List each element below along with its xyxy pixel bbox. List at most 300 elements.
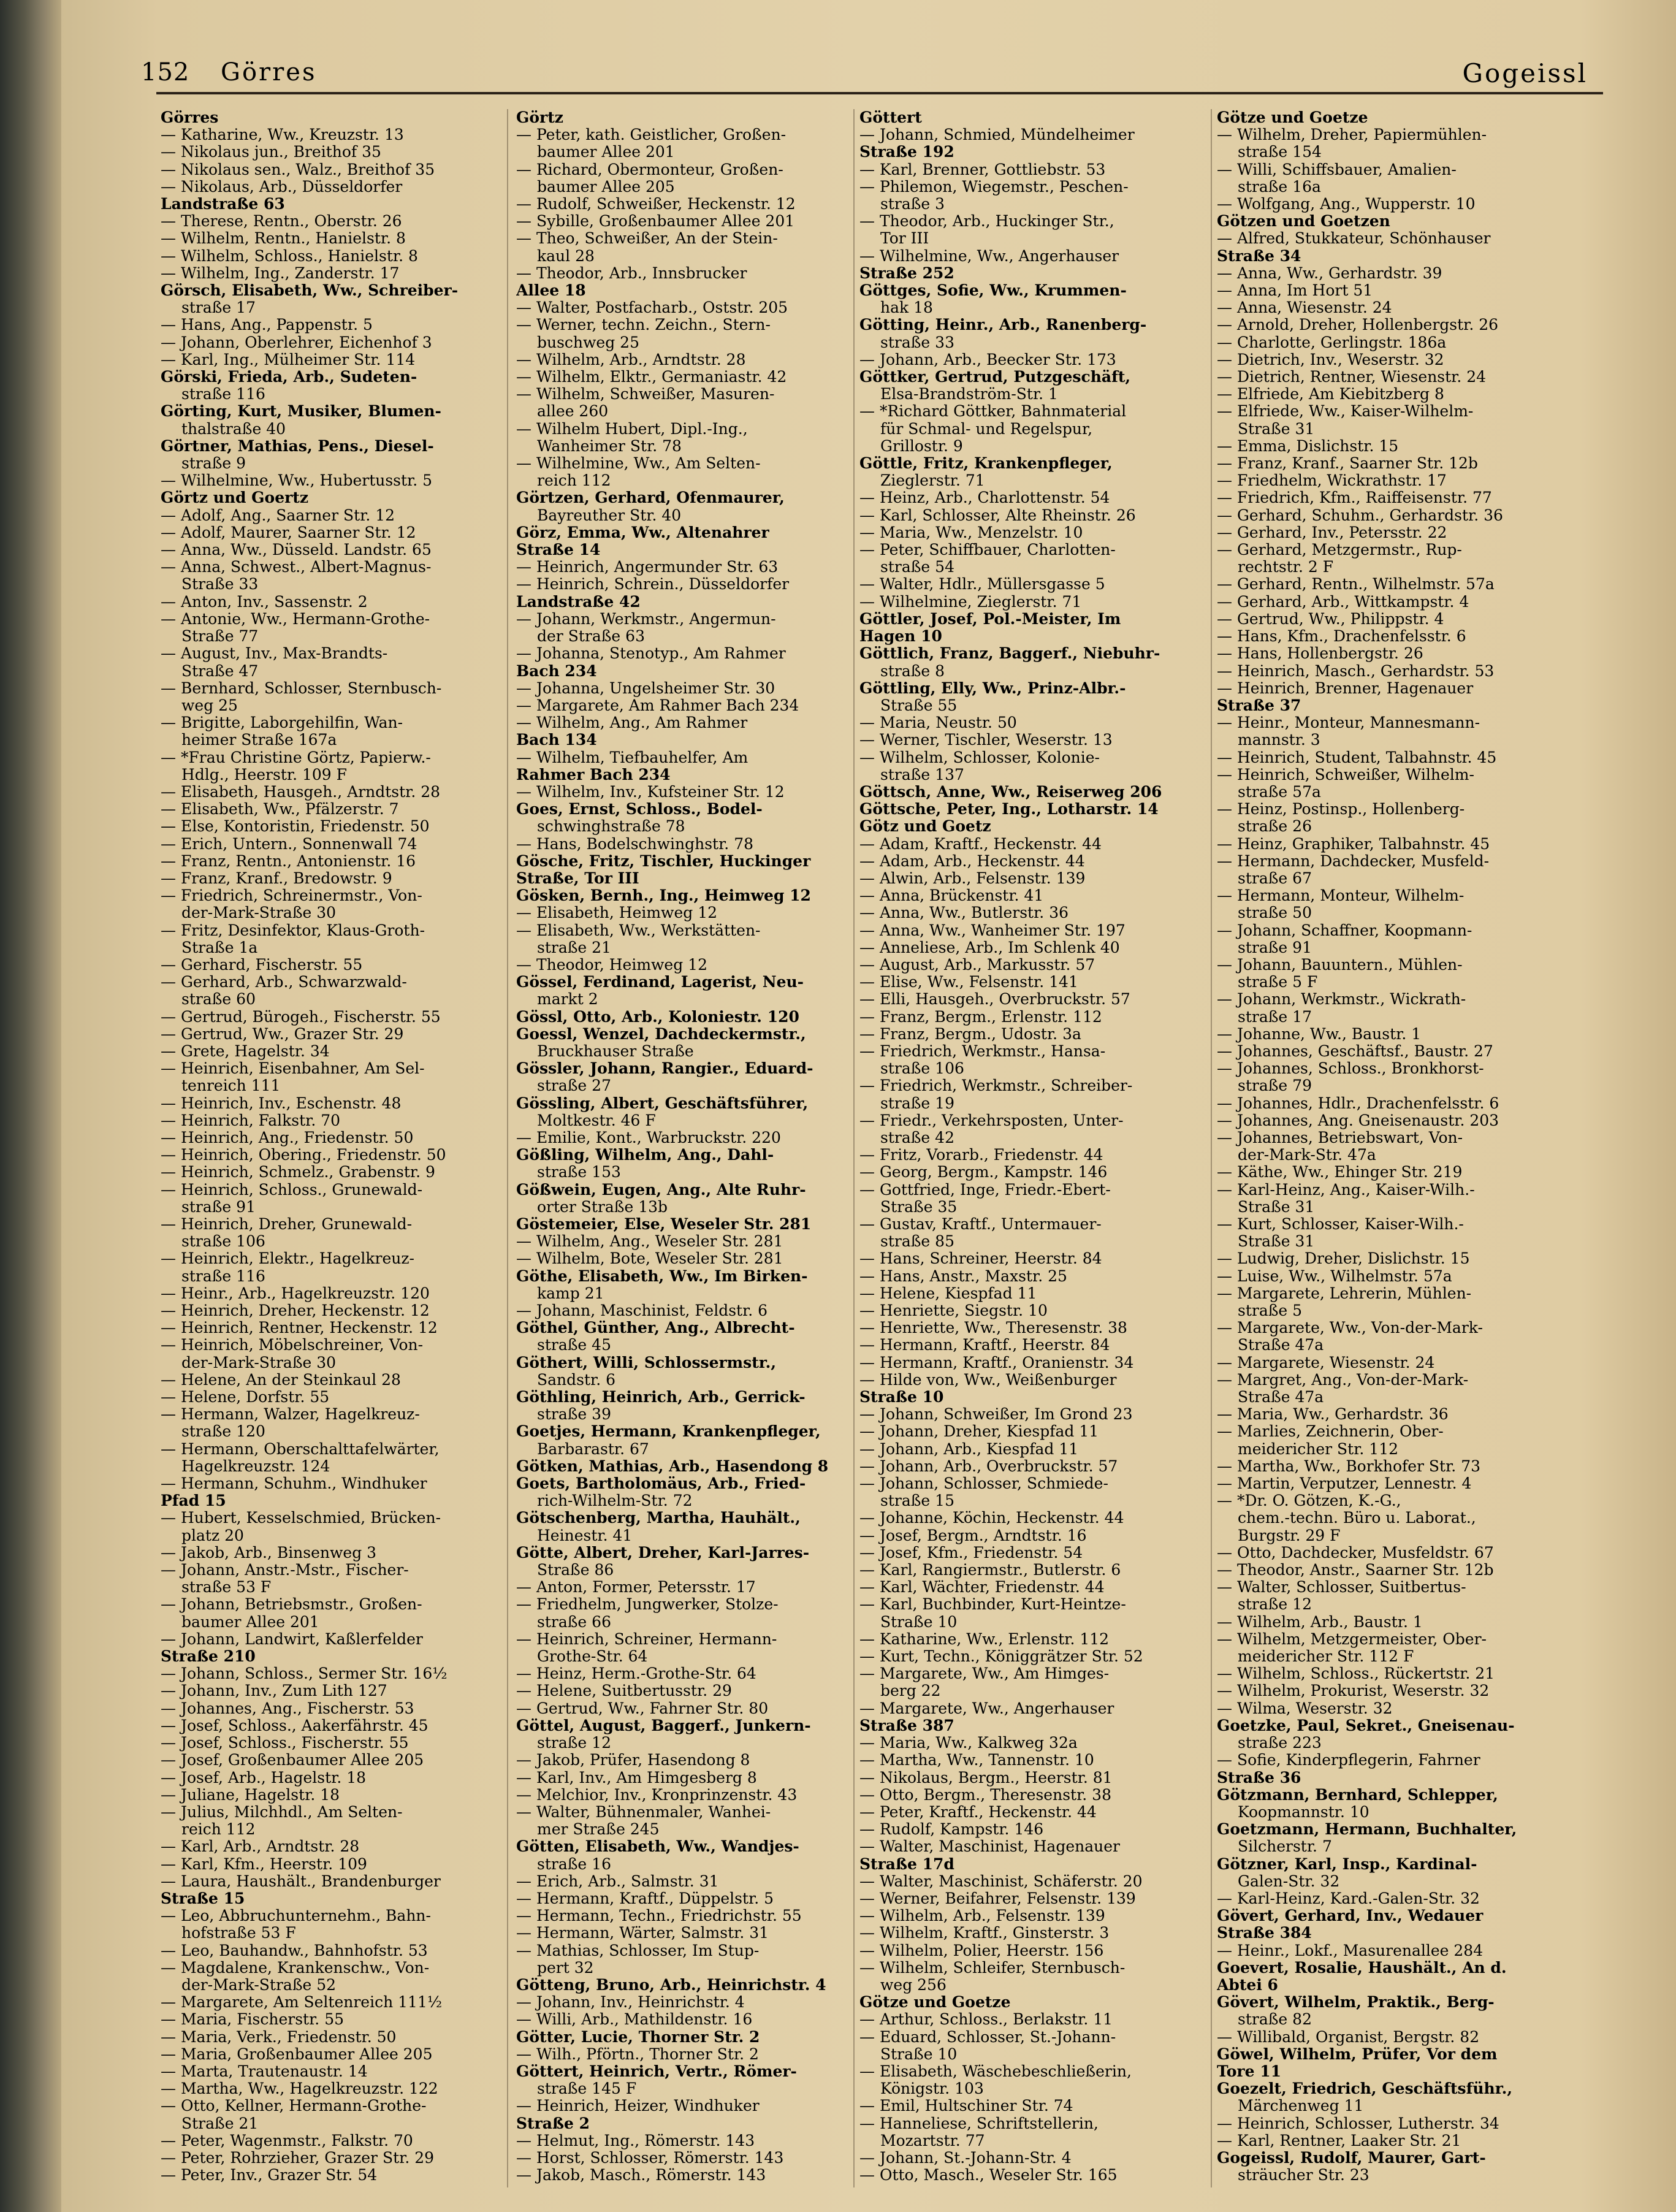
directory-entry: — Wilhelmine, Ww., Angerhauser [859,247,1119,265]
directory-entry: — Margarete, Wiesenstr. 24 [1217,1354,1435,1371]
directory-entry: — Hermann, Schuhm., Windhuker [161,1475,427,1493]
directory-entry: — Franz, Rentn., Antonienstr. 16 [161,852,416,870]
directory-entry: — Hans, Ang., Pappenstr. 5 [161,316,373,334]
directory-entry: — Maria, Fischerstr. 55 [161,2011,344,2029]
directory-entry: — Johann, Landwirt, Kaßlerfelder [161,1630,423,1648]
directory-entry: — Georg, Bergm., Kampstr. 146 [859,1164,1108,1181]
directory-entry: straße 54 [880,559,954,576]
directory-entry: — Theodor, Heimweg 12 [516,956,707,974]
directory-entry: hak 18 [880,299,933,317]
directory-entry: — Theodor, Arb., Huckinger Str., [859,213,1114,231]
directory-entry: Görting, Kurt, Musiker, Blumen- [161,403,441,421]
directory-entry: — Walter, Maschinist, Hagenauer [859,1838,1120,1856]
directory-entry: — Heinrich, Schlosser, Lutherstr. 34 [1217,2115,1499,2132]
directory-entry: Bayreuther Str. 40 [537,506,682,524]
directory-entry: — Heinz, Graphiker, Talbahnstr. 45 [1217,835,1490,853]
directory-entry: — Gerhard, Metzgermstr., Rup- [1217,541,1462,559]
directory-entry: Sandstr. 6 [537,1371,616,1389]
directory-entry: Görsch, Elisabeth, Ww., Schreiber- [161,282,459,300]
directory-entry: Landstraße 42 [516,593,641,611]
directory-entry: Göttges, Sofie, Ww., Krummen- [859,282,1127,300]
directory-entry: — Johann, Inv., Zum Lith 127 [161,1682,387,1700]
directory-entry: — Gertrud, Ww., Fahrner Str. 80 [516,1699,769,1717]
directory-entry: — Wilhelm, Dreher, Papiermühlen- [1217,126,1487,144]
directory-entry: — Kurt, Schlosser, Kaiser-Wilh.- [1217,1216,1464,1233]
directory-entry: — Karl, Wächter, Friedenstr. 44 [859,1579,1105,1596]
directory-entry: — Adolf, Maurer, Saarner Str. 12 [161,524,416,541]
directory-entry: Rahmer Bach 234 [516,766,671,784]
directory-entry: — Maria, Ww., Menzelstr. 10 [859,524,1083,541]
directory-entry: — Wilhelm, Prokurist, Weserstr. 32 [1217,1682,1490,1700]
directory-entry: — Henriette, Ww., Theresenstr. 38 [859,1319,1127,1337]
directory-entry: — Heinrich, Eisenbahner, Am Sel- [161,1060,425,1078]
directory-entry: — Magdalene, Krankenschw., Von- [161,1959,430,1977]
directory-entry: straße 60 [181,991,256,1009]
directory-entry: straße 12 [1238,1596,1312,1614]
directory-entry: Götze und Goetze [1217,109,1368,126]
directory-entry: — August, Inv., Max-Brandts- [161,645,388,663]
directory-entry: — Hermann, Techn., Friedrichstr. 55 [516,1907,802,1925]
directory-entry: — Heinrich, Obering., Friedenstr. 50 [161,1146,446,1164]
directory-entry: — Johannes, Ang., Fischerstr. 53 [161,1699,414,1717]
directory-entry: — Franz, Bergm., Udostr. 3a [859,1025,1081,1043]
directory-entry: — August, Arb., Markusstr. 57 [859,956,1095,974]
directory-entry: Straße 387 [859,1717,954,1734]
directory-entry: — Heinrich, Angermunder Str. 63 [516,559,779,576]
directory-entry: straße 26 [1238,818,1312,836]
directory-entry: — Franz, Kranf., Bredowstr. 9 [161,869,392,887]
directory-entry: — Johanne, Ww., Baustr. 1 [1217,1025,1422,1043]
directory-entry: — Nikolaus sen., Walz., Breithof 35 [161,161,435,178]
directory-entry: — Heinrich, Brenner, Hagenauer [1217,679,1474,697]
directory-entry: Straße 14 [516,541,601,559]
directory-entry: — Johann, Schaffner, Koopmann- [1217,921,1472,939]
directory-entry: straße 223 [1238,1734,1322,1752]
directory-entry: — Karl-Heinz, Ang., Kaiser-Wilh.- [1217,1181,1475,1199]
directory-entry: — Philemon, Wiegemstr., Peschen- [859,178,1129,196]
directory-entry: — Heinrich, Schweißer, Wilhelm- [1217,766,1474,784]
directory-entry: Elsa-Brandström-Str. 1 [880,386,1058,403]
directory-entry: — Peter, Wagenmstr., Falkstr. 70 [161,2132,413,2149]
directory-entry: Straße 34 [1217,247,1301,265]
directory-entry: — Margret, Ang., Von-der-Mark- [1217,1371,1469,1389]
directory-entry: straße 5 F [1238,974,1318,991]
directory-entry: — Hermann, Dachdecker, Musfeld- [1217,852,1490,870]
directory-entry: — Wilhelm, Arb., Felsenstr. 139 [859,1907,1105,1925]
directory-entry: Görz, Emma, Ww., Altenahrer [516,524,769,541]
directory-entry: Görtzen, Gerhard, Ofenmaurer, [516,489,785,507]
directory-entry: — Johann, Anstr.-Mstr., Fischer- [161,1562,409,1579]
directory-entry: Allee 18 [516,282,586,300]
directory-entry: — Heinrich, Dreher, Grunewald- [161,1216,413,1233]
column-2 [516,109,856,2187]
directory-entry: — Johann, Inv., Heinrichstr. 4 [516,1994,745,2012]
directory-entry: — Gerhard, Arb., Schwarzwald- [161,974,407,991]
directory-entry: straße 8 [880,662,945,680]
directory-entry: Goetzke, Paul, Sekret., Gneisenau- [1217,1717,1515,1734]
directory-entry: — Maria, Verk., Friedenstr. 50 [161,2028,397,2046]
directory-entry: — Hanneliese, Schriftstellerin, [859,2115,1099,2132]
directory-entry: — Leo, Abbruchunternehm., Bahn- [161,1907,431,1925]
directory-entry: — Karl-Heinz, Kard.-Galen-Str. 32 [1217,1890,1480,1907]
directory-entry: — Juliane, Hagelstr. 18 [161,1786,340,1804]
directory-entry: Gogeissl, Rudolf, Maurer, Gart- [1217,2149,1486,2167]
directory-entry: — Margarete, Ww., Am Himges- [859,1665,1110,1683]
directory-entry: Goets, Bartholomäus, Arb., Fried- [516,1475,806,1493]
running-head-right: Gogeissl [1462,58,1588,88]
directory-entry: Straße 37 [1217,696,1301,714]
directory-entry: — Julius, Milchhdl., Am Selten- [161,1803,403,1821]
directory-entry: meidericher Str. 112 [1238,1440,1399,1458]
directory-entry: — Helene, An der Steinkaul 28 [161,1371,401,1389]
directory-entry: — Marta, Trautenaustr. 14 [161,2062,368,2080]
directory-entry: straße 91 [181,1198,256,1216]
directory-entry: Goetzmann, Hermann, Buchhalter, [1217,1821,1517,1839]
directory-entry: Götz und Goetz [859,818,991,836]
directory-entry: — Friedrich, Werkmstr., Hansa- [859,1042,1106,1060]
directory-entry: Straße 2 [516,2115,590,2132]
directory-entry: — Marlies, Zeichnerin, Ober- [1217,1423,1444,1441]
directory-entry: — Richard, Obermonteur, Großen- [516,161,783,178]
directory-entry: Göthel, Günther, Ang., Albrecht- [516,1319,795,1337]
directory-entry: Landstraße 63 [161,196,285,213]
directory-entry: Görski, Frieda, Arb., Sudeten- [161,368,417,386]
directory-entry: pert 32 [537,1959,594,1977]
directory-entry: — Peter, Kraftf., Heckenstr. 44 [859,1803,1097,1821]
directory-entry: Straße 55 [880,696,958,714]
directory-entry: — Charlotte, Gerlingstr. 186a [1217,334,1447,351]
directory-entry: Gößwein, Eugen, Ang., Alte Ruhr- [516,1181,806,1199]
directory-entry: Straße 10 [880,2045,958,2063]
directory-entry: — Karl, Rentner, Laaker Str. 21 [1217,2132,1461,2149]
directory-entry: der-Mark-Straße 30 [181,904,337,922]
directory-entry: — Maria, Ww., Gerhardstr. 36 [1217,1406,1449,1424]
directory-entry: Gössling, Albert, Geschäftsführer, [516,1094,809,1112]
directory-entry: — Gerhard, Rentn., Wilhelmstr. 57a [1217,576,1495,593]
directory-entry: — Wilhelm, Rentn., Hanielstr. 8 [161,230,406,248]
directory-entry: Gössler, Johann, Rangier., Eduard- [516,1060,813,1078]
directory-entry: Koopmannstr. 10 [1238,1803,1369,1821]
directory-entry: — Johann, Schloss., Sermer Str. 16½ [161,1665,448,1683]
directory-entry: — Margarete, Ww., Von-der-Mark- [1217,1319,1483,1337]
directory-entry: straße 79 [1238,1077,1312,1095]
directory-entry: — Helene, Suitbertusstr. 29 [516,1682,732,1700]
directory-entry: — Josef, Kfm., Friedenstr. 54 [859,1544,1083,1562]
directory-entry: markt 2 [537,991,598,1009]
directory-entry: — Johannes, Ang. Gneisenaustr. 203 [1217,1112,1499,1129]
directory-entry: — Elisabeth, Ww., Werkstätten- [516,921,761,939]
directory-entry: — Gustav, Kraftf., Untermauer- [859,1216,1102,1233]
directory-entry: — Gertrud, Ww., Philippstr. 4 [1217,610,1444,628]
directory-entry: — Gerhard, Schuhm., Gerhardstr. 36 [1217,506,1503,524]
directory-entry: Hagelkreuzstr. 124 [181,1457,330,1475]
directory-entry: — Maria, Großenbaumer Allee 205 [161,2045,433,2063]
directory-entry: straße 53 F [181,1579,272,1596]
directory-entry: baumer Allee 205 [537,178,675,196]
directory-entry: Götteng, Bruno, Arb., Heinrichstr. 4 [516,1976,826,1994]
directory-entry: — Franz, Bergm., Erlenstr. 112 [859,1008,1102,1026]
directory-entry: — Martha, Ww., Hagelkreuzstr. 122 [161,2080,438,2098]
directory-entry: — Emilie, Kont., Warbruckstr. 220 [516,1129,781,1146]
directory-entry: Götzner, Karl, Insp., Kardinal- [1217,1855,1477,1873]
directory-entry: Göttler, Josef, Pol.-Meister, Im [859,610,1121,628]
directory-entry: Göttker, Gertrud, Putzgeschäft, [859,368,1131,386]
directory-entry: Göttling, Elly, Ww., Prinz-Albr.- [859,679,1126,697]
directory-entry: — Helene, Kiespfad 11 [859,1284,1037,1302]
directory-entry: rechtstr. 2 F [1238,559,1334,576]
directory-entry: Göthling, Heinrich, Arb., Gerrick- [516,1389,806,1406]
directory-entry: Bach 134 [516,731,597,749]
directory-entry: — Josef, Schloss., Aakerfährstr. 45 [161,1717,429,1734]
directory-entry: — Johanna, Ungelsheimer Str. 30 [516,679,775,697]
directory-entry: — Alwin, Arb., Felsenstr. 139 [859,869,1086,887]
directory-entry: der-Mark-Straße 30 [181,1354,337,1371]
directory-entry: — Laura, Haushält., Brandenburger [161,1872,441,1890]
directory-entry: — Margarete, Am Rahmer Bach 234 [516,696,799,714]
directory-entry: — Otto, Kellner, Hermann-Grothe- [161,2097,427,2115]
directory-entry: — Sybille, Großenbaumer Allee 201 [516,213,795,231]
directory-entry: — Heinr., Lokf., Masurenallee 284 [1217,1942,1484,1959]
directory-entry: Göttsch, Anne, Ww., Reiserweg 206 [859,783,1162,801]
directory-entry: — *Dr. O. Götzen, K.-G., [1217,1492,1401,1510]
directory-entry: Straße 252 [859,264,954,282]
directory-entry: kamp 21 [537,1284,604,1302]
directory-entry: — Nikolaus, Bergm., Heerstr. 81 [859,1769,1113,1787]
directory-entry: Götken, Mathias, Arb., Hasendong 8 [516,1457,829,1475]
directory-entry: — Emil, Hultschiner Str. 74 [859,2097,1073,2115]
directory-entry: — Erich, Arb., Salmstr. 31 [516,1872,719,1890]
directory-entry: — Wilhelm, Polier, Heerstr. 156 [859,1942,1104,1959]
directory-entry: — Adam, Arb., Heckenstr. 44 [859,852,1085,870]
directory-entry: — Heinrich, Heizer, Windhuker [516,2097,760,2115]
directory-entry: — Elisabeth, Wäschebeschließerin, [859,2062,1132,2080]
directory-entry: Göthert, Willi, Schlossermstr., [516,1354,777,1371]
directory-entry: der-Mark-Str. 47a [1238,1146,1376,1164]
directory-entry: straße 12 [537,1734,611,1752]
directory-entry: Göstemeier, Else, Weseler Str. 281 [516,1216,812,1233]
directory-entry: allee 260 [537,403,609,421]
page-number: 152 [141,58,190,86]
column-divider [1211,109,1212,2187]
directory-entry: Görtner, Mathias, Pens., Diesel- [161,437,434,455]
directory-entry: — Anna, Ww., Butlerstr. 36 [859,904,1069,922]
directory-entry: weg 256 [880,1976,947,1994]
directory-entry: — Heinz, Arb., Charlottenstr. 54 [859,489,1110,507]
directory-entry: — Heinrich, Ang., Friedenstr. 50 [161,1129,414,1146]
directory-entry: — Heinrich, Masch., Gerhardstr. 53 [1217,662,1495,680]
directory-entry: — Peter, kath. Geistlicher, Großen- [516,126,787,144]
directory-entry: Tore 11 [1217,2062,1281,2080]
directory-entry: Straße 10 [880,1613,958,1631]
directory-entry: straße 45 [537,1337,611,1354]
directory-entry: — Walter, Schlosser, Suitbertus- [1217,1579,1466,1596]
directory-entry: Straße 47a [1238,1389,1324,1406]
directory-entry: — Elise, Ww., Felsenstr. 141 [859,974,1078,991]
directory-entry: orter Straße 13b [537,1198,668,1216]
directory-entry: — Josef, Bergm., Arndtstr. 16 [859,1527,1087,1544]
directory-entry: — Emma, Dislichstr. 15 [1217,437,1399,455]
directory-entry: — Wilhelm, Ang., Weseler Str. 281 [516,1233,783,1251]
directory-entry: — Karl, Kfm., Heerstr. 109 [161,1855,367,1873]
directory-entry: — Werner, techn. Zeichn., Stern- [516,316,771,334]
directory-entry: — Mathias, Schlosser, Im Stup- [516,1942,760,1959]
directory-entry: — Johann, Maschinist, Feldstr. 6 [516,1302,768,1320]
directory-entry: — Jakob, Arb., Binsenweg 3 [161,1544,377,1562]
directory-entry: — Else, Kontoristin, Friedenstr. 50 [161,818,430,836]
directory-entry: straße 19 [880,1094,954,1112]
directory-entry: Göttert, Heinrich, Vertr., Römer- [516,2062,797,2080]
directory-entry: Straße 10 [859,1389,944,1406]
directory-entry: — *Richard Göttker, Bahnmaterial [859,403,1127,421]
directory-entry: weg 25 [181,696,238,714]
directory-entry: meidericher Str. 112 F [1238,1648,1414,1666]
directory-entry: — Johannes, Hdlr., Drachenfelsstr. 6 [1217,1094,1499,1112]
directory-entry: Gössel, Ferdinand, Lagerist, Neu- [516,974,804,991]
directory-entry: — Gerhard, Arb., Wittkampstr. 4 [1217,593,1469,611]
directory-entry: — Wilhelm, Ang., Am Rahmer [516,714,748,732]
directory-entry: — Hermann, Kraftf., Oranienstr. 34 [859,1354,1134,1371]
directory-entry: — Luise, Ww., Wilhelmstr. 57a [1217,1267,1452,1285]
directory-entry: kaul 28 [537,247,595,265]
directory-entry: Straße 31 [1238,1233,1315,1251]
directory-entry: — Walter, Hdlr., Müllersgasse 5 [859,576,1105,593]
directory-entry: Straße 17d [859,1855,954,1873]
directory-entry: — Bernhard, Schlosser, Sternbusch- [161,679,442,697]
directory-entry: — Johann, St.-Johann-Str. 4 [859,2149,1072,2167]
directory-entry: Götting, Heinr., Arb., Ranenberg- [859,316,1147,334]
directory-entry: straße 16a [1238,178,1321,196]
directory-entry: — Gertrud, Ww., Grazer Str. 29 [161,1025,404,1043]
directory-entry: — Walter, Bühnenmaler, Wanhei- [516,1803,771,1821]
directory-entry: — Karl, Buchbinder, Kurt-Heintze- [859,1596,1126,1614]
directory-entry: — Alfred, Stukkateur, Schönhauser [1217,230,1491,248]
directory-entry: Göttsche, Peter, Ing., Lotharstr. 14 [859,801,1159,818]
directory-entry: chem.-techn. Büro u. Laborat., [1238,1509,1476,1527]
directory-entry: Straße 47 [181,662,259,680]
directory-entry: — Maria, Neustr. 50 [859,714,1017,732]
directory-entry: — Anna, Im Hort 51 [1217,282,1373,300]
directory-entry: — Wilhelm, Schleifer, Sternbusch- [859,1959,1126,1977]
directory-entry: straße 154 [1238,143,1322,161]
directory-entry: Götze und Goetze [859,1994,1011,2012]
directory-entry: — Jakob, Prüfer, Hasendong 8 [516,1752,750,1769]
directory-entry: baumer Allee 201 [181,1613,319,1631]
directory-entry: — Wilhelmine, Zieglerstr. 71 [859,593,1082,611]
directory-entry: Märchenweg 11 [1238,2097,1364,2115]
directory-entry: — Käthe, Ww., Ehinger Str. 219 [1217,1164,1463,1181]
directory-entry: — Katharine, Ww., Kreuzstr. 13 [161,126,404,144]
directory-entry: — Karl, Arb., Arndtstr. 28 [161,1838,360,1856]
directory-entry: — Josef, Schloss., Fischerstr. 55 [161,1734,409,1752]
directory-entry: — Hermann, Monteur, Wilhelm- [1217,887,1465,905]
directory-entry: — Horst, Schlosser, Römerstr. 143 [516,2149,784,2167]
directory-entry: Straße 47a [1238,1337,1324,1354]
directory-entry: sträucher Str. 23 [1238,2167,1369,2184]
directory-entry: — Kurt, Techn., Königgrätzer Str. 52 [859,1648,1143,1666]
directory-entry: — Martha, Ww., Borkhofer Str. 73 [1217,1457,1481,1475]
directory-entry: — Rudolf, Schweißer, Heckenstr. 12 [516,196,796,213]
directory-entry: straße 57a [1238,783,1321,801]
directory-entry: Straße 1a [181,939,258,956]
directory-entry: — Wolfgang, Ang., Wupperstr. 10 [1217,196,1476,213]
directory-entry: straße 42 [880,1129,954,1146]
column-divider [853,109,855,2187]
directory-entry: — Franz, Kranf., Saarner Str. 12b [1217,455,1478,473]
directory-entry: Göttel, August, Baggerf., Junkern- [516,1717,811,1734]
directory-entry: mannstr. 3 [1238,731,1320,749]
directory-entry: straße 15 [880,1492,954,1510]
directory-entry: — Johannes, Betriebswart, Von- [1217,1129,1463,1146]
directory-entry: Königstr. 103 [880,2080,984,2098]
directory-entry: — Karl, Brenner, Gottliebstr. 53 [859,161,1106,178]
directory-entry: Göthe, Elisabeth, Ww., Im Birken- [516,1267,808,1285]
directory-entry: — Heinrich, Schrein., Düsseldorfer [516,576,790,593]
directory-entry: — Katharine, Ww., Erlenstr. 112 [859,1630,1110,1648]
directory-entry: Gößling, Wilhelm, Ang., Dahl- [516,1146,774,1164]
directory-entry: Wanheimer Str. 78 [537,437,682,455]
directory-entry: Pfad 15 [161,1492,226,1510]
directory-entry: — Wilhelm Hubert, Dipl.-Ing., [516,420,748,438]
directory-entry: — Wilhelmine, Ww., Hubertusstr. 5 [161,472,433,490]
directory-entry: straße 17 [1238,1008,1312,1026]
directory-entry: — Friedrich, Schreinermstr., Von- [161,887,422,905]
column-4 [1217,109,1557,2187]
directory-entry: — Hans, Bodelschwinghstr. 78 [516,835,754,853]
directory-entry: — Melchior, Inv., Kronprinzenstr. 43 [516,1786,798,1804]
directory-entry: — Gertrud, Bürogeh., Fischerstr. 55 [161,1008,441,1026]
directory-entry: straße 3 [880,196,945,213]
directory-entry: — Heinz, Herm.-Grothe-Str. 64 [516,1665,756,1683]
directory-entry: buschweg 25 [537,334,639,351]
directory-entry: — Dietrich, Inv., Weserstr. 32 [1217,351,1444,368]
directory-entry: — Wilhelm, Ing., Zanderstr. 17 [161,264,400,282]
directory-entry: — Johann, Bauuntern., Mühlen- [1217,956,1463,974]
directory-entry: straße 116 [181,1267,265,1285]
directory-entry: — Hans, Hollenbergstr. 26 [1217,645,1423,663]
directory-entry: — Therese, Rentn., Oberstr. 26 [161,213,402,231]
directory-entry: — Werner, Tischler, Weserstr. 13 [859,731,1113,749]
directory-entry: — Hermann, Kraftf., Heerstr. 84 [859,1337,1110,1354]
directory-entry: — Elisabeth, Heimweg 12 [516,904,718,922]
directory-entry: Götten, Elisabeth, Ww., Wandjes- [516,1838,799,1856]
directory-entry: Straße 384 [1217,1924,1312,1942]
header-rule [156,92,1603,94]
directory-entry: reich 112 [537,472,611,490]
directory-entry: — Heinrich, Elektr., Hagelkreuz- [161,1250,414,1268]
directory-entry: — Henriette, Siegstr. 10 [859,1302,1048,1320]
directory-entry: — Hans, Schreiner, Heerstr. 84 [859,1250,1102,1268]
directory-entry: thalstraße 40 [181,420,286,438]
running-head-left: Görres [221,58,317,86]
directory-entry: Bach 234 [516,662,597,680]
directory-entry: straße 145 F [537,2080,637,2098]
directory-entry: — Elfriede, Ww., Kaiser-Wilhelm- [1217,403,1474,421]
directory-entry: straße 27 [537,1077,611,1095]
directory-entry: — Josef, Arb., Hagelstr. 18 [161,1769,367,1787]
directory-entry: tenreich 111 [181,1077,281,1095]
directory-entry: Gösche, Fritz, Tischler, Huckinger [516,852,811,870]
directory-entry: straße 50 [1238,904,1312,922]
directory-entry: — Fritz, Desinfektor, Klaus-Groth- [161,921,425,939]
directory-entry: — Grete, Hagelstr. 34 [161,1042,330,1060]
directory-entry: — Wilhelm, Arb., Baustr. 1 [1217,1613,1423,1631]
directory-entry: — Johann, Schmied, Mündelheimer [859,126,1135,144]
directory-entry: Goetjes, Hermann, Krankenpfleger, [516,1423,821,1441]
directory-entry: Moltkestr. 46 F [537,1112,656,1129]
directory-entry: Tor III [880,230,929,248]
directory-entry: — Rudolf, Kampstr. 146 [859,1821,1044,1839]
directory-entry: — Johann, Schweißer, Im Grond 23 [859,1406,1133,1424]
